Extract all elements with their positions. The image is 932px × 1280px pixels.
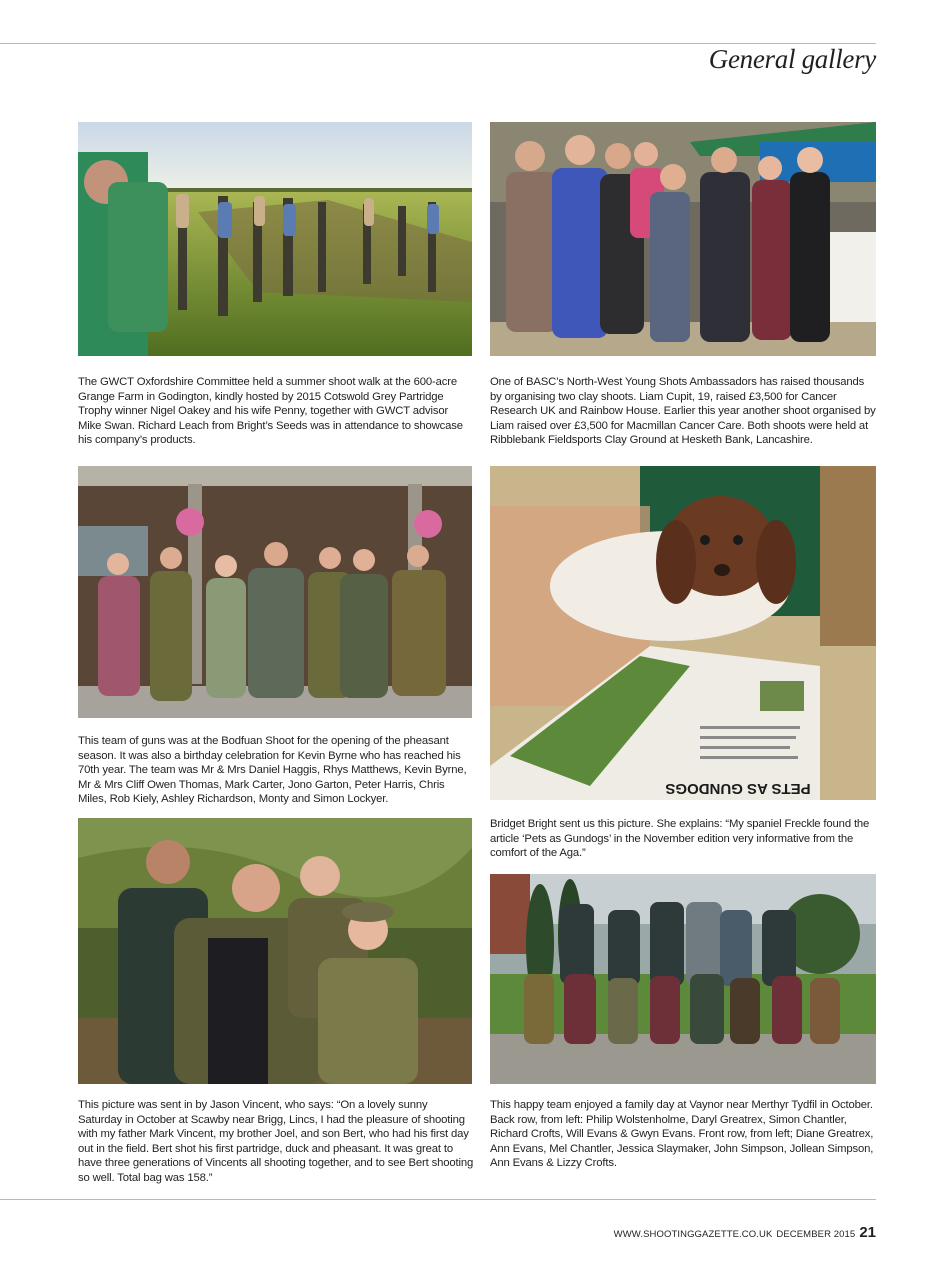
- photo-vaynor-team: [490, 874, 876, 1084]
- footer-url[interactable]: WWW.SHOOTINGGAZETTE.CO.UK: [613, 1229, 773, 1240]
- caption-basc-ambassadors: One of BASC’s North-West Young Shots Ambassadors has raised thousands by organising two clay shoots. Liam Cupit, 19, raised £3,500 for Cancer Research UK and Rainbow House. Earlier this year another shoot organised by Liam raised over £3,500 for Macmillan Cancer Care. Both shoots were held at Ribblebank Fieldsports Clay Ground at Hesketh Bank, Lancashire.: [490, 376, 876, 446]
- footer-issue-date: DECEMBER 2015: [776, 1229, 856, 1240]
- page-footer: [614, 1224, 876, 1241]
- photo-basc-ambassadors: [490, 122, 876, 356]
- photo-bodfuan-team-image: [78, 466, 472, 718]
- magazine-heading-text: PETS AS GUNDOGS: [665, 780, 811, 797]
- photo-spaniel-freckle: [490, 466, 876, 800]
- photo-vaynor-team-image: [490, 874, 876, 1084]
- caption-gwct-shoot-walk: The GWCT Oxfordshire Committee held a summer shoot walk at the 600-acre Grange Farm in Godington, kindly hosted by 2015 Cotswold Grey Partridge Trophy winner Nigel Oakey and his wife Penny, together with GWCT advisor Mike Swan. Richard Leach from Bright’s Seeds was in attendance to showcase his company’s products.: [78, 376, 463, 446]
- page-number: 21: [859, 1224, 876, 1241]
- caption-vaynor-team: This happy team enjoyed a family day at Vaynor near Merthyr Tydfil in October. Back row, from left: Philip Wolstenholme, Daryl Greatrex, Simon Chantler, Richard Crofts, Will Evans & Gwyn Evans. Front row, from left; Diane Greatrex, Ann Evans, Mel Chantler, Jessica Slaymaker, John Simpson, Jollean Simpson, Ann Evans & Lizzy Crofts.: [490, 1099, 874, 1169]
- photo-spaniel-freckle-image: [490, 466, 876, 800]
- photo-vincent-generations-image: [78, 818, 472, 1084]
- caption-spaniel-freckle: Bridget Bright sent us this picture. She explains: “My spaniel Freckle found the article ‘Pets as Gundogs’ in the November edition very informative from the comfort of the Aga.”: [490, 818, 870, 859]
- caption-bodfuan-team: This team of guns was at the Bodfuan Shoot for the opening of the pheasant season. It was also a birthday celebration for Kevin Byrne who has reached his 70th year. The team was Mr & Mrs Daniel Haggis, Rhys Matthews, Kevin Byrne, Mr & Mrs Cliff Owen Thomas, Mark Carter, Jono Garton, Peter Harris, Chris Miles, Rob Kiely, Ashley Richardson, Monty and Simon Lockyer.: [78, 735, 467, 805]
- caption-vincent-generations: This picture was sent in by Jason Vincent, who says: “On a lovely sunny Saturday in October at Scawby near Brigg, Lincs, I had the pleasure of shooting with my father Mark Vincent, my brother Joel, and son Bert, who had his first day out in the field. Bert shot his first partridge, duck and pheasant. It was great to have three generations of Vincents all shooting together, and to see Bert shooting so well. Total bag was 158.”: [78, 1099, 474, 1184]
- photo-bodfuan-team: [78, 466, 472, 718]
- photo-gwct-shoot-walk-image: [78, 122, 472, 356]
- bottom-rule: [0, 1199, 876, 1200]
- photo-basc-ambassadors-image: [490, 122, 876, 356]
- photo-gwct-shoot-walk: [78, 122, 472, 356]
- section-title: General gallery: [708, 44, 876, 74]
- photo-vincent-generations: [78, 818, 472, 1084]
